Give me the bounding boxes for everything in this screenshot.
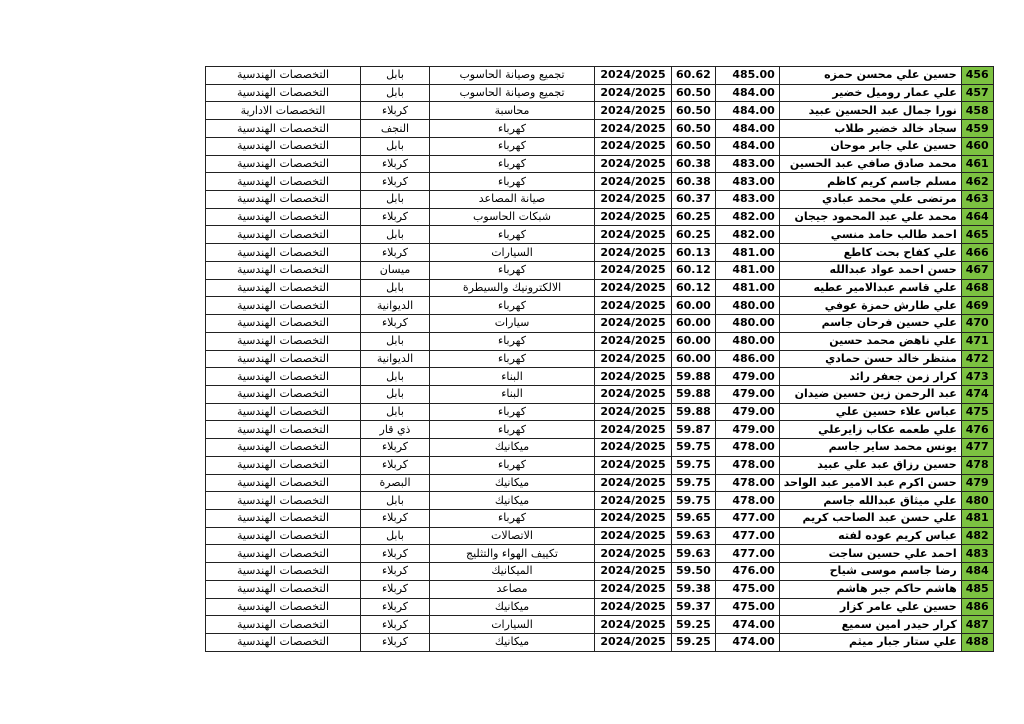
table-row [206, 279, 994, 297]
total-score-cell: 478.00 [715, 439, 779, 457]
average-cell: 60.62 [672, 67, 716, 85]
category-cell: التخصصات الهندسية [206, 155, 361, 173]
total-score-cell: 482.00 [715, 208, 779, 226]
year-cell: 2024/2025 [595, 244, 672, 262]
year-cell: 2024/2025 [595, 580, 672, 598]
department-cell: صيانة المصاعد [430, 191, 595, 209]
row-number-cell: 457 [961, 84, 993, 102]
category-cell: التخصصات الهندسية [206, 598, 361, 616]
table-row [206, 634, 994, 652]
table-row [206, 492, 994, 510]
total-score-cell: 483.00 [715, 173, 779, 191]
province-cell: بابل [361, 527, 430, 545]
student-name-cell: عباس كريم عوده لفته [779, 527, 961, 545]
category-cell: التخصصات الهندسية [206, 474, 361, 492]
province-cell: النجف [361, 120, 430, 138]
table-row [206, 315, 994, 333]
average-cell: 59.75 [672, 456, 716, 474]
province-cell: كربلاء [361, 580, 430, 598]
year-cell: 2024/2025 [595, 137, 672, 155]
row-number-cell: 468 [961, 279, 993, 297]
table-row [206, 474, 994, 492]
province-cell: كربلاء [361, 244, 430, 262]
total-score-cell: 475.00 [715, 580, 779, 598]
province-cell: بابل [361, 403, 430, 421]
results-table [205, 66, 994, 652]
province-cell: بابل [361, 368, 430, 386]
average-cell: 59.75 [672, 492, 716, 510]
average-cell: 60.00 [672, 350, 716, 368]
table-row [206, 137, 994, 155]
category-cell: التخصصات الهندسية [206, 67, 361, 85]
category-cell: التخصصات الهندسية [206, 208, 361, 226]
category-cell: التخصصات الهندسية [206, 173, 361, 191]
student-name-cell: عباس علاء حسين علي [779, 403, 961, 421]
department-cell: الاتصالات [430, 527, 595, 545]
department-cell: محاسبة [430, 102, 595, 120]
table-row [206, 350, 994, 368]
average-cell: 59.25 [672, 634, 716, 652]
row-number-cell: 469 [961, 297, 993, 315]
department-cell: كهرباء [430, 421, 595, 439]
department-cell: تجميع وصيانة الحاسوب [430, 67, 595, 85]
province-cell: كربلاء [361, 598, 430, 616]
row-number-cell: 486 [961, 598, 993, 616]
total-score-cell: 480.00 [715, 332, 779, 350]
average-cell: 60.37 [672, 191, 716, 209]
province-cell: كربلاء [361, 102, 430, 120]
table-row [206, 527, 994, 545]
department-cell: ميكانيك [430, 474, 595, 492]
row-number-cell: 476 [961, 421, 993, 439]
student-name-cell: محمد صادق صافي عبد الحسين [779, 155, 961, 173]
average-cell: 60.50 [672, 120, 716, 138]
department-cell: شبكات الحاسوب [430, 208, 595, 226]
average-cell: 60.00 [672, 332, 716, 350]
average-cell: 59.37 [672, 598, 716, 616]
category-cell: التخصصات الهندسية [206, 421, 361, 439]
row-number-cell: 472 [961, 350, 993, 368]
total-score-cell: 479.00 [715, 403, 779, 421]
student-name-cell: رضا جاسم موسى شياح [779, 563, 961, 581]
table-row [206, 368, 994, 386]
average-cell: 59.88 [672, 385, 716, 403]
department-cell: مصاعد [430, 580, 595, 598]
year-cell: 2024/2025 [595, 368, 672, 386]
row-number-cell: 487 [961, 616, 993, 634]
row-number-cell: 480 [961, 492, 993, 510]
province-cell: كربلاء [361, 545, 430, 563]
table-row [206, 385, 994, 403]
department-cell: كهرباء [430, 297, 595, 315]
total-score-cell: 478.00 [715, 492, 779, 510]
row-number-cell: 482 [961, 527, 993, 545]
row-number-cell: 473 [961, 368, 993, 386]
category-cell: التخصصات الهندسية [206, 350, 361, 368]
student-name-cell: علي حسين فرحان جاسم [779, 315, 961, 333]
province-cell: بابل [361, 385, 430, 403]
department-cell: ميكانيك [430, 492, 595, 510]
total-score-cell: 474.00 [715, 616, 779, 634]
category-cell: التخصصات الهندسية [206, 315, 361, 333]
table-row [206, 226, 994, 244]
category-cell: التخصصات الهندسية [206, 226, 361, 244]
student-name-cell: نورا جمال عبد الحسين عبيد [779, 102, 961, 120]
category-cell: التخصصات الهندسية [206, 297, 361, 315]
year-cell: 2024/2025 [595, 120, 672, 138]
total-score-cell: 481.00 [715, 261, 779, 279]
student-name-cell: عبد الرحمن زين حسين ضيدان [779, 385, 961, 403]
average-cell: 59.87 [672, 421, 716, 439]
average-cell: 59.65 [672, 509, 716, 527]
average-cell: 60.12 [672, 279, 716, 297]
average-cell: 60.50 [672, 84, 716, 102]
category-cell: التخصصات الهندسية [206, 191, 361, 209]
department-cell: البناء [430, 385, 595, 403]
table-row [206, 563, 994, 581]
total-score-cell: 484.00 [715, 102, 779, 120]
total-score-cell: 484.00 [715, 137, 779, 155]
row-number-cell: 465 [961, 226, 993, 244]
total-score-cell: 480.00 [715, 297, 779, 315]
year-cell: 2024/2025 [595, 634, 672, 652]
total-score-cell: 479.00 [715, 385, 779, 403]
total-score-cell: 481.00 [715, 279, 779, 297]
department-cell: السيارات [430, 244, 595, 262]
total-score-cell: 484.00 [715, 84, 779, 102]
row-number-cell: 467 [961, 261, 993, 279]
average-cell: 60.38 [672, 155, 716, 173]
department-cell: سيارات [430, 315, 595, 333]
student-name-cell: كرار زمن جعفر رائد [779, 368, 961, 386]
table-row [206, 102, 994, 120]
department-cell: الميكانيك [430, 563, 595, 581]
province-cell: ذي قار [361, 421, 430, 439]
total-score-cell: 480.00 [715, 315, 779, 333]
category-cell: التخصصات الهندسية [206, 137, 361, 155]
row-number-cell: 478 [961, 456, 993, 474]
student-name-cell: حسن احمد عواد عبدالله [779, 261, 961, 279]
category-cell: التخصصات الهندسية [206, 84, 361, 102]
student-name-cell: علي حسن عبد الصاحب كريم [779, 509, 961, 527]
table-row [206, 332, 994, 350]
department-cell: كهرباء [430, 350, 595, 368]
table-row [206, 191, 994, 209]
table-row [206, 616, 994, 634]
year-cell: 2024/2025 [595, 563, 672, 581]
student-name-cell: حسين علي محسن حمزه [779, 67, 961, 85]
student-name-cell: سجاد خالد خضير طلاب [779, 120, 961, 138]
province-cell: كربلاء [361, 634, 430, 652]
province-cell: بابل [361, 67, 430, 85]
year-cell: 2024/2025 [595, 474, 672, 492]
province-cell: كربلاء [361, 616, 430, 634]
student-name-cell: هاشم حاكم جبر هاشم [779, 580, 961, 598]
category-cell: التخصصات الهندسية [206, 580, 361, 598]
province-cell: كربلاء [361, 456, 430, 474]
table-row [206, 580, 994, 598]
province-cell: بابل [361, 332, 430, 350]
student-name-cell: علي ناهض محمد حسين [779, 332, 961, 350]
average-cell: 60.38 [672, 173, 716, 191]
table-row [206, 208, 994, 226]
year-cell: 2024/2025 [595, 527, 672, 545]
student-name-cell: مرتضى علي محمد عبادي [779, 191, 961, 209]
province-cell: بابل [361, 492, 430, 510]
department-cell: تجميع وصيانة الحاسوب [430, 84, 595, 102]
average-cell: 60.00 [672, 315, 716, 333]
table-row [206, 120, 994, 138]
student-name-cell: علي ستار جبار ميثم [779, 634, 961, 652]
year-cell: 2024/2025 [595, 191, 672, 209]
student-name-cell: علي عمار روميل خضير [779, 84, 961, 102]
row-number-cell: 474 [961, 385, 993, 403]
department-cell: كهرباء [430, 403, 595, 421]
total-score-cell: 478.00 [715, 474, 779, 492]
category-cell: التخصصات الهندسية [206, 244, 361, 262]
category-cell: التخصصات الهندسية [206, 385, 361, 403]
province-cell: كربلاء [361, 439, 430, 457]
year-cell: 2024/2025 [595, 173, 672, 191]
department-cell: السيارات [430, 616, 595, 634]
department-cell: كهرباء [430, 509, 595, 527]
table-row [206, 67, 994, 85]
row-number-cell: 481 [961, 509, 993, 527]
average-cell: 59.50 [672, 563, 716, 581]
province-cell: الديوانية [361, 350, 430, 368]
department-cell: الالكترونيك والسيطرة [430, 279, 595, 297]
student-name-cell: حسين علي عامر كزار [779, 598, 961, 616]
table-row [206, 439, 994, 457]
total-score-cell: 486.00 [715, 350, 779, 368]
average-cell: 60.50 [672, 137, 716, 155]
student-name-cell: علي ميثاق عبدالله جاسم [779, 492, 961, 510]
year-cell: 2024/2025 [595, 279, 672, 297]
row-number-cell: 461 [961, 155, 993, 173]
province-cell: بابل [361, 279, 430, 297]
province-cell: بابل [361, 84, 430, 102]
category-cell: التخصصات الهندسية [206, 492, 361, 510]
category-cell: التخصصات الهندسية [206, 456, 361, 474]
table-row [206, 421, 994, 439]
results-table-body [206, 67, 994, 652]
year-cell: 2024/2025 [595, 439, 672, 457]
total-score-cell: 476.00 [715, 563, 779, 581]
province-cell: كربلاء [361, 563, 430, 581]
average-cell: 59.75 [672, 474, 716, 492]
year-cell: 2024/2025 [595, 616, 672, 634]
category-cell: التخصصات الهندسية [206, 527, 361, 545]
row-number-cell: 471 [961, 332, 993, 350]
year-cell: 2024/2025 [595, 332, 672, 350]
province-cell: بابل [361, 191, 430, 209]
province-cell: كربلاء [361, 173, 430, 191]
province-cell: البصرة [361, 474, 430, 492]
student-name-cell: حسين علي جابر موحان [779, 137, 961, 155]
table-row [206, 598, 994, 616]
category-cell: التخصصات الهندسية [206, 545, 361, 563]
province-cell: كربلاء [361, 315, 430, 333]
average-cell: 59.75 [672, 439, 716, 457]
row-number-cell: 460 [961, 137, 993, 155]
row-number-cell: 470 [961, 315, 993, 333]
total-score-cell: 484.00 [715, 120, 779, 138]
table-row [206, 244, 994, 262]
total-score-cell: 477.00 [715, 509, 779, 527]
row-number-cell: 477 [961, 439, 993, 457]
category-cell: التخصصات الهندسية [206, 120, 361, 138]
student-name-cell: احمد علي حسين ساجت [779, 545, 961, 563]
table-row [206, 173, 994, 191]
province-cell: كربلاء [361, 509, 430, 527]
row-number-cell: 458 [961, 102, 993, 120]
total-score-cell: 482.00 [715, 226, 779, 244]
table-row [206, 155, 994, 173]
department-cell: كهرباء [430, 120, 595, 138]
total-score-cell: 479.00 [715, 368, 779, 386]
table-row [206, 84, 994, 102]
year-cell: 2024/2025 [595, 403, 672, 421]
student-name-cell: حسن اكرم عبد الامير عبد الواحد [779, 474, 961, 492]
total-score-cell: 474.00 [715, 634, 779, 652]
row-number-cell: 483 [961, 545, 993, 563]
average-cell: 59.38 [672, 580, 716, 598]
year-cell: 2024/2025 [595, 261, 672, 279]
year-cell: 2024/2025 [595, 385, 672, 403]
department-cell: ميكانيك [430, 598, 595, 616]
table-row [206, 297, 994, 315]
year-cell: 2024/2025 [595, 509, 672, 527]
average-cell: 60.12 [672, 261, 716, 279]
year-cell: 2024/2025 [595, 297, 672, 315]
table-row [206, 509, 994, 527]
student-name-cell: علي طارش حمزة عوفي [779, 297, 961, 315]
year-cell: 2024/2025 [595, 350, 672, 368]
student-name-cell: علي طعمه عكاب زايرعلي [779, 421, 961, 439]
row-number-cell: 479 [961, 474, 993, 492]
total-score-cell: 479.00 [715, 421, 779, 439]
average-cell: 60.00 [672, 297, 716, 315]
table-row [206, 403, 994, 421]
province-cell: كربلاء [361, 208, 430, 226]
department-cell: كهرباء [430, 261, 595, 279]
category-cell: التخصصات الهندسية [206, 279, 361, 297]
row-number-cell: 459 [961, 120, 993, 138]
table-row [206, 456, 994, 474]
year-cell: 2024/2025 [595, 102, 672, 120]
category-cell: التخصصات الادارية [206, 102, 361, 120]
category-cell: التخصصات الهندسية [206, 509, 361, 527]
category-cell: التخصصات الهندسية [206, 403, 361, 421]
student-name-cell: يونس محمد ساير جاسم [779, 439, 961, 457]
row-number-cell: 462 [961, 173, 993, 191]
year-cell: 2024/2025 [595, 492, 672, 510]
average-cell: 60.13 [672, 244, 716, 262]
year-cell: 2024/2025 [595, 226, 672, 244]
province-cell: كربلاء [361, 155, 430, 173]
student-name-cell: منتظر خالد حسن حمادي [779, 350, 961, 368]
department-cell: تكييف الهواء والتثليج [430, 545, 595, 563]
category-cell: التخصصات الهندسية [206, 261, 361, 279]
row-number-cell: 484 [961, 563, 993, 581]
row-number-cell: 466 [961, 244, 993, 262]
year-cell: 2024/2025 [595, 456, 672, 474]
average-cell: 60.25 [672, 208, 716, 226]
average-cell: 60.25 [672, 226, 716, 244]
department-cell: ميكانيك [430, 439, 595, 457]
total-score-cell: 475.00 [715, 598, 779, 616]
department-cell: كهرباء [430, 173, 595, 191]
row-number-cell: 485 [961, 580, 993, 598]
province-cell: بابل [361, 137, 430, 155]
category-cell: التخصصات الهندسية [206, 616, 361, 634]
year-cell: 2024/2025 [595, 67, 672, 85]
student-name-cell: كرار حيدر امين سميع [779, 616, 961, 634]
row-number-cell: 488 [961, 634, 993, 652]
category-cell: التخصصات الهندسية [206, 368, 361, 386]
category-cell: التخصصات الهندسية [206, 439, 361, 457]
total-score-cell: 483.00 [715, 155, 779, 173]
average-cell: 59.63 [672, 527, 716, 545]
student-name-cell: حسين رزاق عبد علي عبيد [779, 456, 961, 474]
department-cell: كهرباء [430, 137, 595, 155]
total-score-cell: 485.00 [715, 67, 779, 85]
department-cell: كهرباء [430, 456, 595, 474]
table-row [206, 261, 994, 279]
department-cell: كهرباء [430, 332, 595, 350]
province-cell: بابل [361, 226, 430, 244]
category-cell: التخصصات الهندسية [206, 563, 361, 581]
student-name-cell: مسلم جاسم كريم كاظم [779, 173, 961, 191]
province-cell: الديوانية [361, 297, 430, 315]
table-row [206, 545, 994, 563]
total-score-cell: 483.00 [715, 191, 779, 209]
total-score-cell: 477.00 [715, 527, 779, 545]
year-cell: 2024/2025 [595, 315, 672, 333]
year-cell: 2024/2025 [595, 155, 672, 173]
department-cell: البناء [430, 368, 595, 386]
total-score-cell: 481.00 [715, 244, 779, 262]
department-cell: كهرباء [430, 226, 595, 244]
category-cell: التخصصات الهندسية [206, 634, 361, 652]
student-name-cell: علي قاسم عبدالامير عطيه [779, 279, 961, 297]
row-number-cell: 475 [961, 403, 993, 421]
province-cell: ميسان [361, 261, 430, 279]
average-cell: 59.88 [672, 368, 716, 386]
year-cell: 2024/2025 [595, 84, 672, 102]
student-name-cell: احمد طالب حامد منسي [779, 226, 961, 244]
department-cell: كهرباء [430, 155, 595, 173]
total-score-cell: 477.00 [715, 545, 779, 563]
student-name-cell: علي كفاح بحت كاطع [779, 244, 961, 262]
total-score-cell: 478.00 [715, 456, 779, 474]
average-cell: 59.25 [672, 616, 716, 634]
row-number-cell: 456 [961, 67, 993, 85]
student-name-cell: محمد علي عبد المحمود جيجان [779, 208, 961, 226]
year-cell: 2024/2025 [595, 208, 672, 226]
year-cell: 2024/2025 [595, 421, 672, 439]
year-cell: 2024/2025 [595, 545, 672, 563]
row-number-cell: 463 [961, 191, 993, 209]
year-cell: 2024/2025 [595, 598, 672, 616]
average-cell: 60.50 [672, 102, 716, 120]
row-number-cell: 464 [961, 208, 993, 226]
category-cell: التخصصات الهندسية [206, 332, 361, 350]
average-cell: 59.63 [672, 545, 716, 563]
average-cell: 59.88 [672, 403, 716, 421]
department-cell: ميكانيك [430, 634, 595, 652]
